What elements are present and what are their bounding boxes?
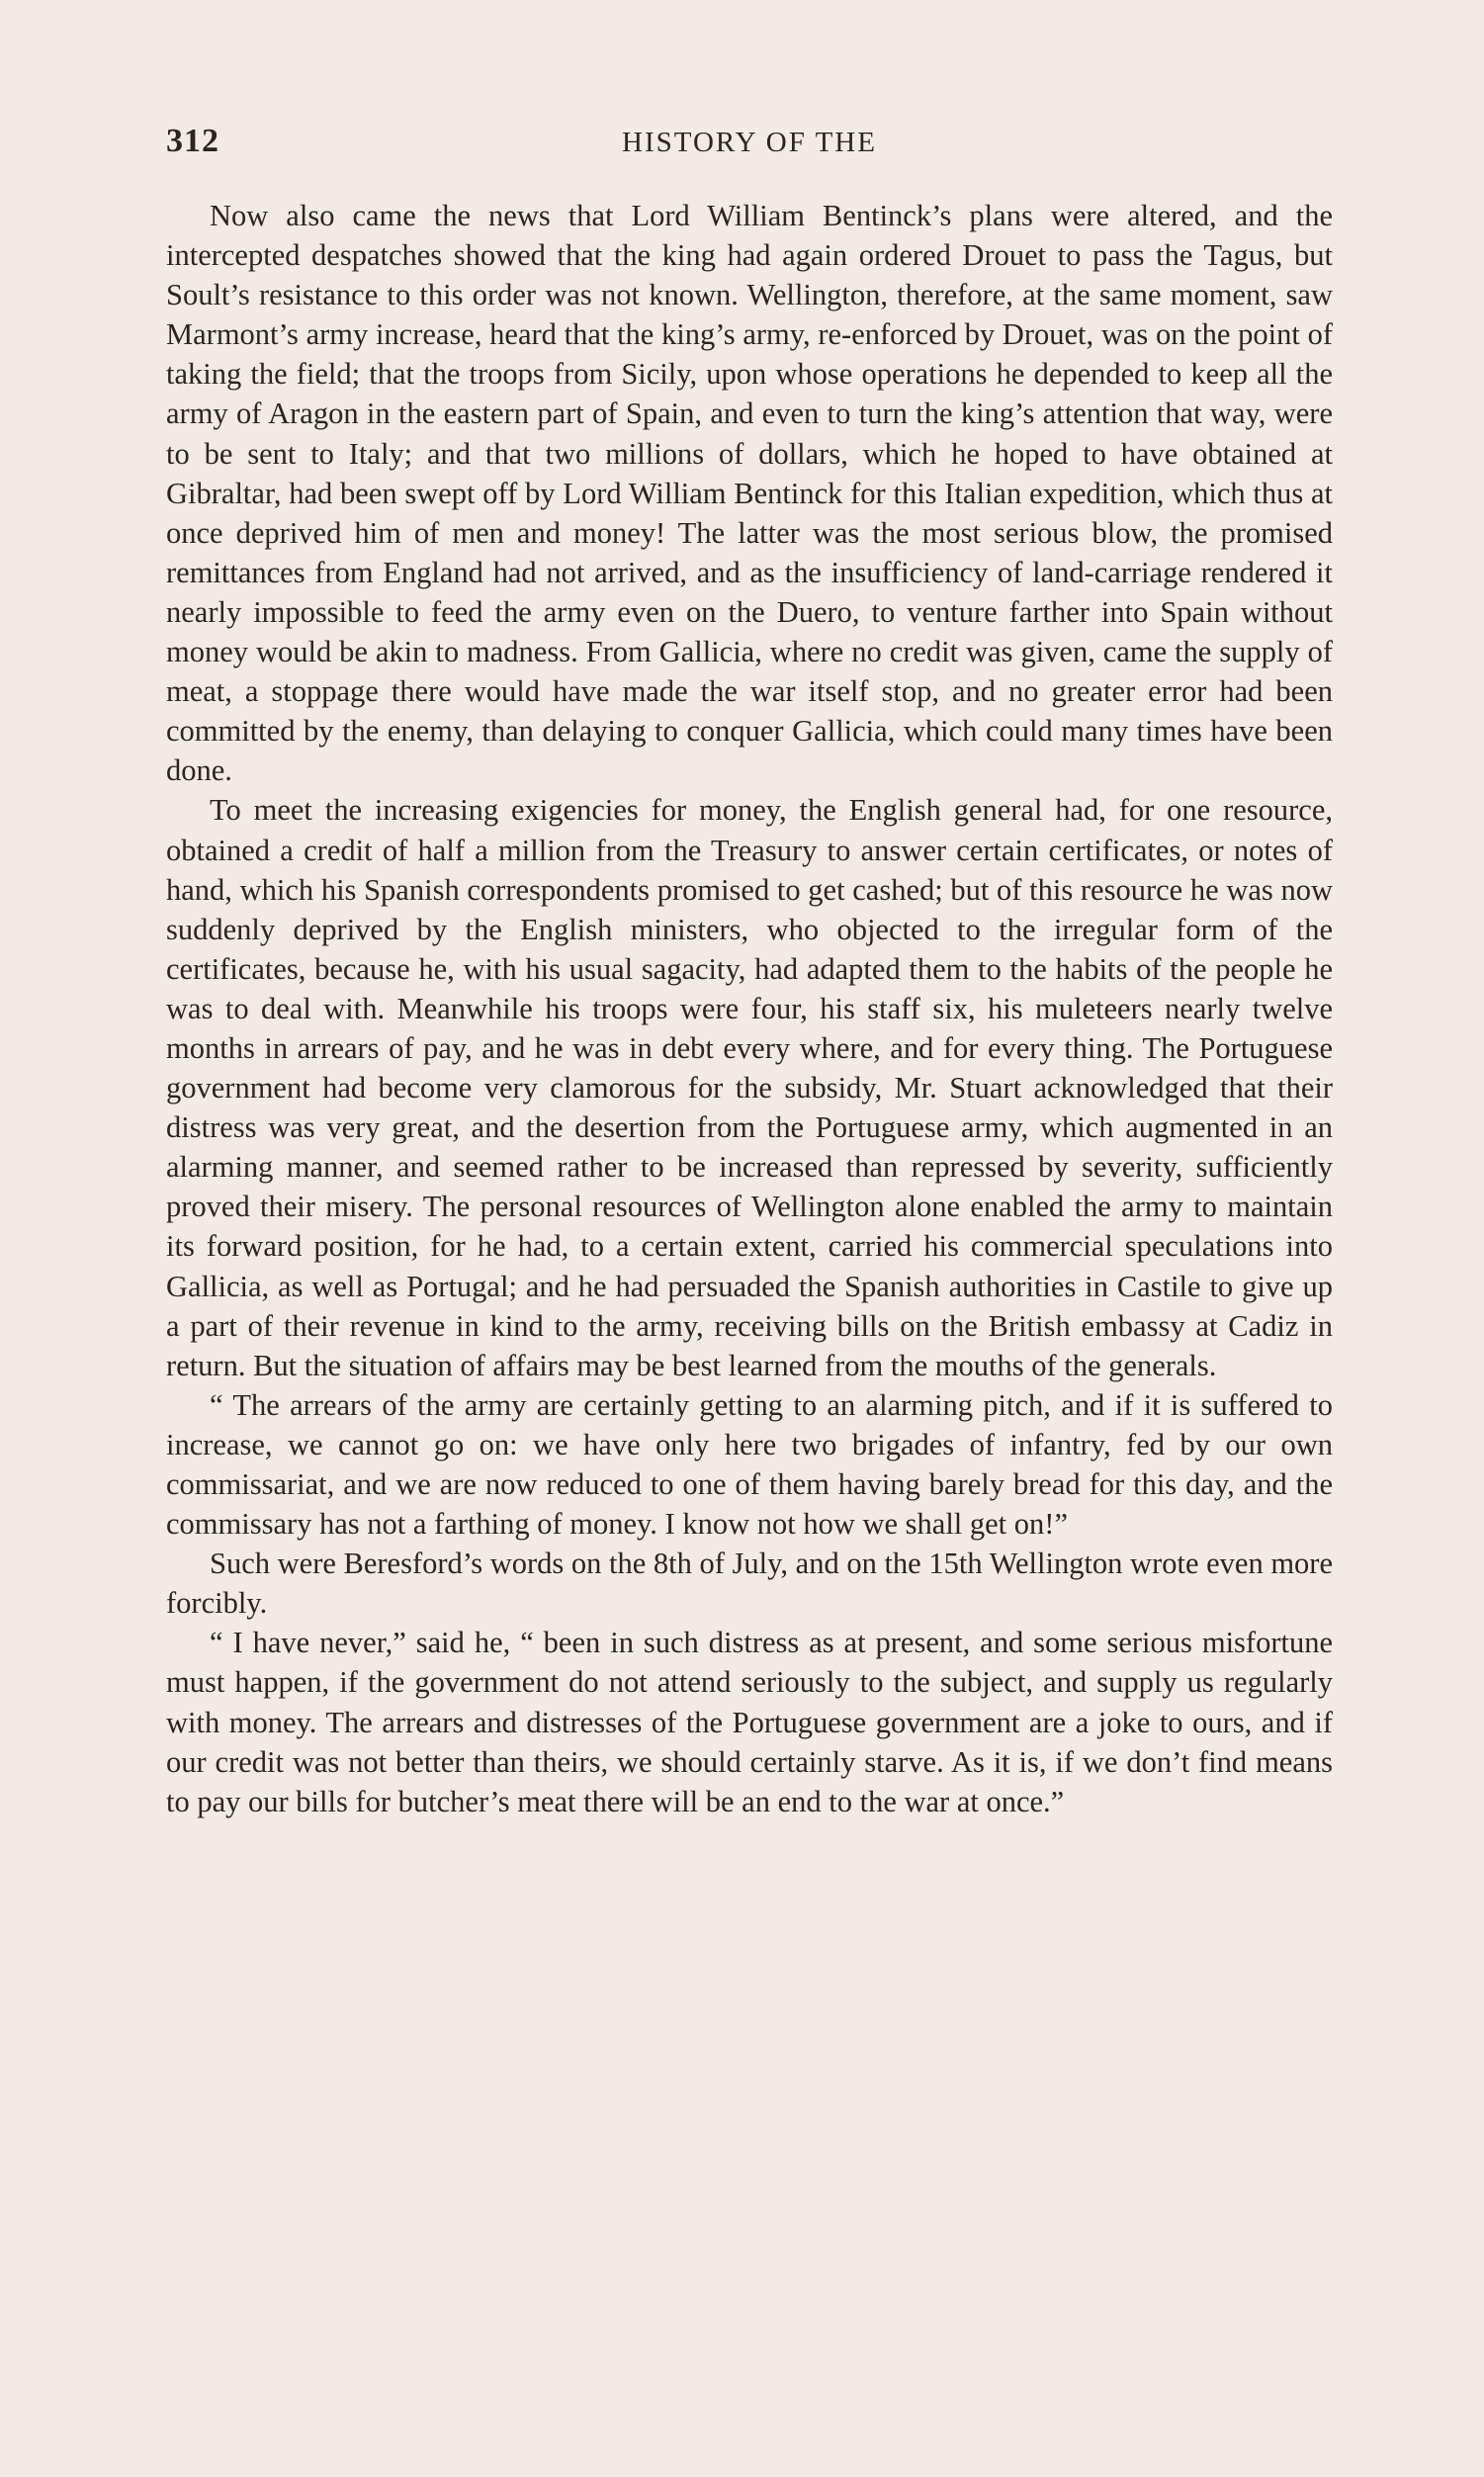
- page-header: [166, 123, 1333, 172]
- paragraph: Such were Beresford’s words on the 8th of July, and on the 15th Wellington wrote even more forcibly.: [166, 1547, 1333, 1621]
- paragraph: Now also came the news that Lord William Bentinck’s plans were altered, and the intercepted despatches showed that the king had again ordered Drouet to pass the Tagus, but Soult’s resistance to this order was not known. Wellington, therefore, at the same moment, saw Marmont’s army increase, heard that the king’s army, re-enforced by Drouet, was on the point of taking the field; that the troops from Sicily, upon whose operations he depended to keep all the army of Aragon in the eastern part of Spain, and even to turn the king’s attention that way, were to be sent to Italy; and that two millions of dollars, which he hoped to have obtained at Gibraltar, had been swept off by Lord William Bentinck for this Italian expedition, which thus at once deprived him of men and money! The latter was the most serious blow, the promised remittances from England had not arrived, and as the insufficiency of land-carriage rendered it nearly impossible to feed the army even on the Duero, to venture farther into Spain without money would be akin to madness. From Gallicia, where no credit was given, came the supply of meat, a stoppage there would have made the war itself stop, and no greater error had been committed by the enemy, than delaying to conquer Gallicia, which could many times have been done.: [166, 199, 1333, 788]
- page-number: 312: [166, 123, 219, 159]
- paragraph: “ I have never,” said he, “ been in such distress as at present, and some serious misfortune must happen, if the government do not attend seriously to the subject, and supply us regularly with money. The arrears and distresses of the Portuguese government are a joke to ours, and if our credit was not better than theirs, we should certainly starve. As it is, if we don’t find means to pay our bills for butcher’s meat there will be an end to the war at once.”: [166, 1626, 1333, 1818]
- paragraph: “ The arrears of the army are certainly getting to an alarming pitch, and if it is suffered to increase, we cannot go on: we have only here two brigades of infantry, fed by our own commissariat, and we are now reduced to one of them having barely bread for this day, and the commissary has not a farthing of money. I know not how we shall get on!”: [166, 1387, 1333, 1542]
- running-title: HISTORY OF THE: [622, 127, 877, 158]
- body-text: [166, 196, 1333, 1821]
- paragraph: To meet the increasing exigencies for money, the English general had, for one resource, obtained a credit of half a million from the Treasury to answer certain certificates, or notes of hand, which his Spanish correspondents promised to get cashed; but of this resource he was now suddenly deprived by the English ministers, who objected to the irregular form of the certificates, because he, with his usual sagacity, had adapted them to the habits of the people he was to deal with. Meanwhile his troops were four, his staff six, his muleteers nearly twelve months in arrears of pay, and he was in debt every where, and for every thing. The Portuguese government had become very clamorous for the subsidy, Mr. Stuart acknowledged that their distress was very great, and the desertion from the Portuguese army, which augmented in an alarming manner, and seemed rather to be increased than repressed by severity, sufficiently proved their misery. The personal resources of Wellington alone enabled the army to maintain its forward position, for he had, to a certain extent, carried his commercial speculations into Gallicia, as well as Portugal; and he had persuaded the Spanish authorities in Castile to give up a part of their revenue in kind to the army, receiving bills on the British embassy at Cadiz in return. But the situation of affairs may be best learned from the mouths of the generals.: [166, 793, 1333, 1382]
